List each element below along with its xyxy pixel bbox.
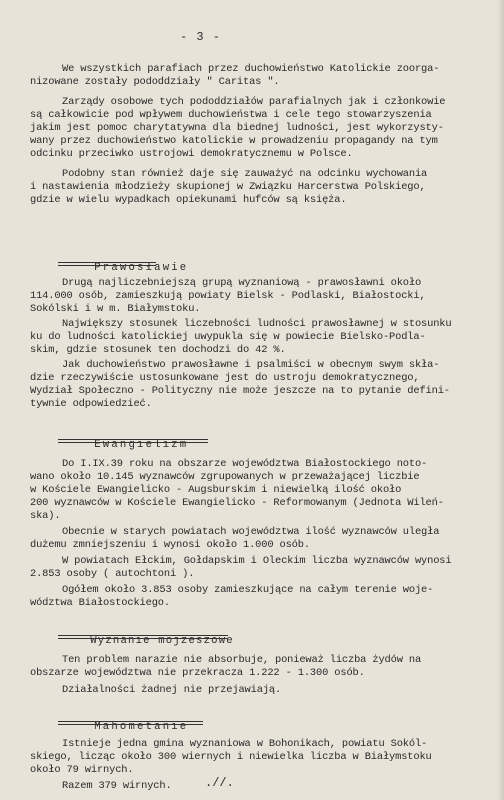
text-line: skiego, licząc około 300 wiernych i niewielka liczba w Białymstoku: [30, 751, 432, 763]
text-line: W powiatach Ełckim, Gołdapskim i Oleckim liczba wyznawców wynosi: [62, 555, 452, 567]
text-line: około 79 wirnych.: [30, 764, 134, 776]
section-title: Prawosławie: [94, 262, 189, 274]
text-line: Razem 379 wirnych.: [62, 780, 172, 792]
text-line: Istnieje jedna gmina wyznaniowa w Bohonikach, powiatu Sokól-: [62, 738, 428, 750]
text-line: odcinku przeciwko ustrojowi demokratycznemu w Polsce.: [30, 148, 353, 160]
text-line: Jak duchowieństwo prawosławne i psalmiści w obecnym swym skła-: [62, 359, 440, 371]
text-line: są całkowicie pod wpływem duchowieństwa i cele tego stowarzyszenia: [30, 109, 432, 121]
end-mark: .//.: [205, 776, 234, 790]
text-line: 200 wyznawców w Kościele Ewangielicko - Reformowanym (Jednota Wileń-: [30, 497, 444, 509]
page-edge: [498, 0, 504, 800]
text-line: wano około 10.145 wyznawców zgrupowanych w przeważającej liczbie: [30, 471, 420, 483]
text-line: obszarze województwa nie przekracza 1.222 - 1.300 osób.: [30, 667, 365, 679]
section-title: Mahometanie: [94, 721, 189, 733]
text-line: We wszystkich parafiach przez duchowieństwo Katolickie zoorga-: [62, 63, 440, 75]
text-line: Działalności żadnej nie przejawiają.: [62, 684, 282, 696]
page-number: - 3 -: [180, 30, 222, 44]
text-line: Podobny stan również daje się zauważyć na odcinku wychowania: [62, 168, 428, 180]
text-line: ku do ludności katolickiej uwypukla się w powiecie Bielsko-Podla-: [30, 331, 426, 343]
text-line: Największy stosunek liczebności ludności prawosławnej w stosunku: [62, 318, 452, 330]
text-line: Drugą najliczebniejszą grupą wyznaniową - prawosławni około: [62, 277, 422, 289]
section-title: Wyznanie mojżeszowe: [90, 635, 234, 647]
text-line: Ogółem około 3.853 osoby zamieszkujące na całym terenie woje-: [62, 584, 434, 596]
text-line: skim, gdzie stosunek ten dochodzi do 42 %.: [30, 344, 286, 356]
text-line: 114.000 osób, zamieszkują powiaty Bielsk - Podlaski, Białostocki,: [30, 290, 426, 302]
text-line: nizowane zostały pododdziały " Caritas ".: [30, 76, 280, 88]
text-line: Ten problem narazie nie absorbuje, ponieważ liczba żydów na: [62, 654, 422, 666]
text-line: w Kościele Ewangielicko - Augsburskim i niewielką ilość około: [30, 484, 402, 496]
text-line: Wydział Społeczno - Polityczny nie może jeszcze na to pytanie defini-: [30, 385, 450, 397]
text-line: wództwa Białostockiego.: [30, 597, 170, 609]
text-line: tywnie odpowiedzieć.: [30, 398, 152, 410]
text-line: wany przez duchowieństwo katolickie w prowadzeniu propagandy na tym: [30, 135, 438, 147]
text-line: dzie rzeczywiście ustosunkowane jest do ustroju demokratycznego,: [30, 372, 420, 384]
text-line: gdzie w wielu wypadkach opiekunami hufców są księża.: [30, 194, 347, 206]
text-line: i nastawienia młodzieży skupionej w Związku Harcerstwa Polskiego,: [30, 181, 426, 193]
section-title: Ewangielizm: [94, 439, 189, 451]
text-line: Zarządy osobowe tych pododdziałów parafialnych jak i członkowie: [62, 96, 446, 108]
text-line: Obecnie w starych powiatach województwa ilość wyznawców uległa: [62, 526, 440, 538]
text-line: dużemu zmniejszeniu i wynosi około 1.000 osób.: [30, 539, 310, 551]
text-line: 2.853 osoby ( autochtoni ).: [30, 568, 195, 580]
text-line: ska).: [30, 510, 61, 522]
text-line: Sokólski i w m. Białymstoku.: [30, 303, 201, 315]
text-line: jakim jest pomoc charytatywna dla biednej ludności, jest wykorzysty-: [30, 122, 444, 134]
text-line: Do I.IX.39 roku na obszarze województwa Białostockiego noto-: [62, 458, 428, 470]
